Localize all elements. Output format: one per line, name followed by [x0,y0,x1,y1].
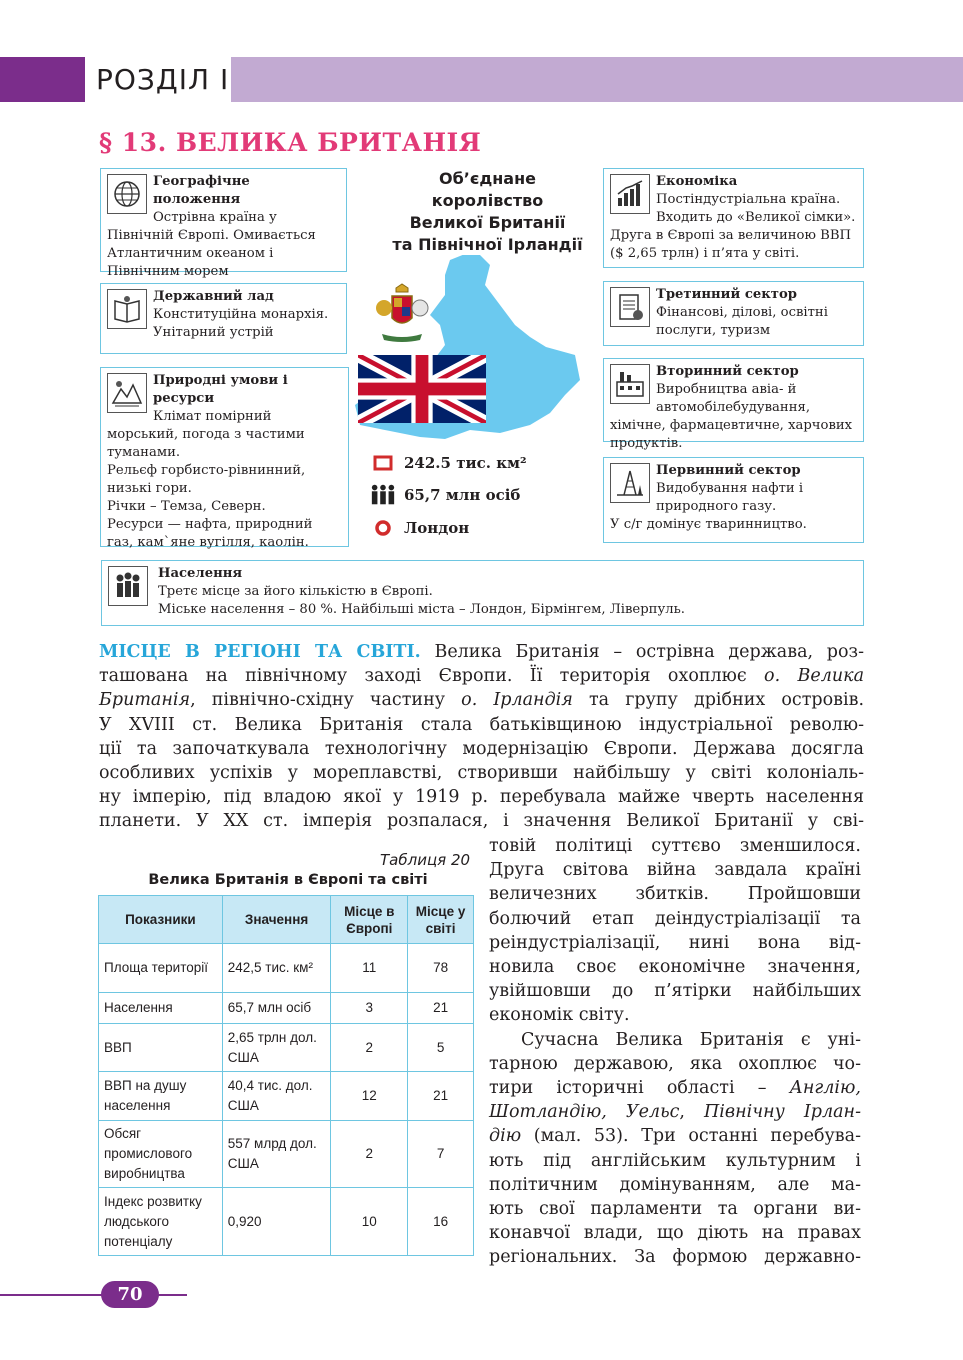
box-line: Клімат помірний морський, погода з частими туманами. [107,409,305,460]
text-italic: Британія [99,690,191,711]
text-line: товій політиці суттєво зменшилося. [489,836,861,856]
page-title: § 13. ВЕЛИКА БРИТАНІЯ [99,128,482,157]
text-line: величезних збитків. Пройшовши [489,884,861,905]
info-box-geography [100,168,347,279]
text-line: болючий етап деіндустріалізації та [489,908,861,929]
cell-indicator: ВВП [99,1024,223,1072]
box-text: Острівна країна у Північній Європі. Омивається Атлантичним океаном і Північним морем [107,210,316,279]
stat-capital [370,517,469,539]
box-title: Природні умови і ресурси [153,373,288,406]
uk-flag-icon [358,355,486,423]
box-title: Населення [158,566,243,581]
text-italic: дію [489,1126,522,1147]
text-line: новила своє економічне значення, [489,957,861,978]
cell-world-rank: 78 [408,944,474,993]
cell-indicator: Площа території [99,944,223,993]
area-icon [370,452,396,474]
cell-world-rank: 7 [408,1121,474,1188]
box-line: Міське населення – 80 %. Найбільші міста – Лондон, Бірмінгем, Ліверпуль. [158,602,685,617]
cell-value: 40,4 тис. дол. США [222,1072,331,1121]
cell-world-rank: 16 [408,1188,474,1256]
cell-europe-rank: 12 [331,1072,408,1121]
box-title: Економіка [656,174,738,189]
country-name [380,168,595,256]
text-line: регіональних. За формою державно- [489,1247,861,1268]
text-line: ють під англійським культурним і [489,1150,861,1171]
box-title: Вторинний сектор [656,364,799,379]
header-band [231,57,963,102]
box-line: Річки – Темза, Северн. [107,499,266,514]
cell-world-rank: 21 [408,1072,474,1121]
globe-icon [107,174,147,214]
column-header: Показники [99,896,223,944]
text-line: тири історичні області – [489,1078,790,1099]
stat-area-value: 242.5 тис. км² [404,454,527,472]
cell-value: 2,65 трлн дол. США [222,1024,331,1072]
text-line: тарною державою, яка охоплює чо- [489,1053,861,1074]
box-title: Державний лад [153,289,274,304]
cell-indicator: Населення [99,993,223,1024]
table-row [99,944,474,993]
country-name-line: Великої Британії [409,213,566,232]
text-line: реіндустріалізації, нині вона від- [489,932,861,953]
info-box-secondary-sector [603,358,864,451]
stat-area [370,452,527,474]
cell-indicator: ВВП на душу населення [99,1072,223,1121]
stat-population [370,484,520,506]
country-name-line: та Північної Ірландії [392,235,583,254]
column-header: Місце у світі [408,896,474,944]
stat-capital-value: Лондон [404,519,470,537]
table-row [99,993,474,1024]
box-line: Ресурси — нафта, природний газ, кам`яне вугілля, каолін. [107,517,313,550]
cell-europe-rank: 2 [331,1121,408,1188]
table-row [99,1188,474,1256]
text-line: ну імперію, під владою якої у 1919 р. перебувала майже чверть населення [99,787,864,808]
text-italic: Шотландію, Уельс [489,1102,680,1123]
text-line: Сучасна Велика Британія є уні- [521,1029,861,1050]
info-box-primary-sector [603,457,864,543]
info-box-natural-resources [100,367,349,550]
text-line: ють свої парламенти та органи ви- [489,1199,861,1220]
cell-value: 242,5 тис. км² [222,944,331,993]
box-line: У с/г домінує тваринництво. [610,517,807,532]
cell-europe-rank: 3 [331,993,408,1024]
table-row [99,1024,474,1072]
cell-europe-rank: 2 [331,1024,408,1072]
box-title: Географічне положення [153,174,250,207]
text-line: та групу дрібних островів. [572,690,865,711]
box-text: Постіндустріальна країна. Входить до «Великої сімки». Друга в Європі за величиною ВВП ($ 2,65 трлн) і п’ята у світі. [610,192,856,261]
page-number: 70 [101,1281,159,1308]
box-text: Виробництва авіа- й автомобілебудування, хімічне, фармацевтичне, харчових продуктів. [610,382,853,451]
text-italic: Північну Ірлан- [704,1102,861,1123]
text-line: увійшовши до п’ятірки найбільших [489,981,861,1002]
table-row [99,1072,474,1121]
info-box-state-system [100,283,347,354]
documents-icon [610,287,650,327]
column-header: Місце в Європі [331,896,408,944]
table-caption: Таблиця 20 [380,851,471,869]
book-icon [107,289,147,329]
chart-icon [610,174,650,214]
text-line: особливих успіхів у мореплавстві, створивши найбільшу у світі колоніаль- [99,763,864,784]
table-title: Велика Британія в Європі та світі [148,872,428,888]
text-line: (мал. 53). Три останні перебува- [521,1126,861,1147]
text-italic: о. Велика [764,666,864,687]
cell-indicator: Індекс розвитку людського потенціалу [99,1188,223,1256]
box-title: Первинний сектор [656,463,801,478]
cell-europe-rank: 11 [331,944,408,993]
info-box-economy [603,168,864,268]
paragraph-label: МІСЦЕ В РЕГІОНІ ТА СВІТІ. [99,642,421,662]
country-name-line: Об’єднане [438,169,536,188]
text-line: конавчої влади, що діють на правах [489,1223,861,1244]
text-line: , північно-східну частину [190,690,462,711]
text-line: Друга світова війна завдала країні [489,860,861,881]
people-group-icon [370,484,396,506]
cell-indicator: Обсяг промислового виробництва [99,1121,223,1188]
factory-icon [610,364,650,404]
mountains-icon [107,373,147,413]
text-line: Велика Британія – острівна держава, роз- [420,642,864,662]
country-name-line: королівство [431,191,544,210]
text-line: ташована на північному заході Європи. Її територія охоплює [99,666,765,687]
text-line: , [679,1102,705,1123]
box-text: Фінансові, ділові, освітні послуги, туризм [656,305,828,338]
text-line: планети. У XX ст. імперія розпалася, і значення Великої Британії у сві- [99,811,864,832]
box-line: Рельєф горбисто-рівнинний, низькі гори. [107,463,306,496]
capital-marker-icon [370,517,396,539]
paragraph-region [99,640,864,834]
cell-world-rank: 21 [408,993,474,1024]
box-line: Третє місце за його кількістю в Європі. [158,584,433,599]
box-title: Третинний сектор [656,287,797,302]
text-italic: Англію, [789,1078,861,1099]
box-line: Видобування нафти і природного газу. [656,481,804,514]
info-box-population [101,560,864,626]
header-accent-bar [0,57,85,102]
info-box-tertiary-sector [603,281,864,346]
oil-rig-icon [610,463,650,503]
table-row [99,1121,474,1188]
text-line: ції та започаткувала технологічну модернізацію Європи. Держава досягла [99,738,864,759]
paragraph-right-column [489,834,861,1270]
coat-of-arms-icon [370,282,434,346]
text-line: економік світу. [489,1005,630,1026]
cell-europe-rank: 10 [331,1188,408,1256]
statistics-table [98,895,474,1256]
text-line: політичним домінуванням, але ма- [489,1174,861,1195]
section-label: РОЗДІЛ І [96,63,230,96]
cell-world-rank: 5 [408,1024,474,1072]
cell-value: 0,920 [222,1188,331,1256]
cell-value: 65,7 млн осіб [222,993,331,1024]
people-icon [108,566,148,606]
text-line: У XVIII ст. Велика Британія стала батьківщиною індустріальної револю- [99,714,864,735]
text-italic: о. Ірландія [461,690,573,711]
stat-population-value: 65,7 млн осіб [404,486,521,504]
cell-value: 557 млрд дол. США [222,1121,331,1188]
table-header-row [99,896,474,944]
box-text: Конституційна монархія. Унітарний устрій [153,307,329,340]
column-header: Значення [222,896,331,944]
